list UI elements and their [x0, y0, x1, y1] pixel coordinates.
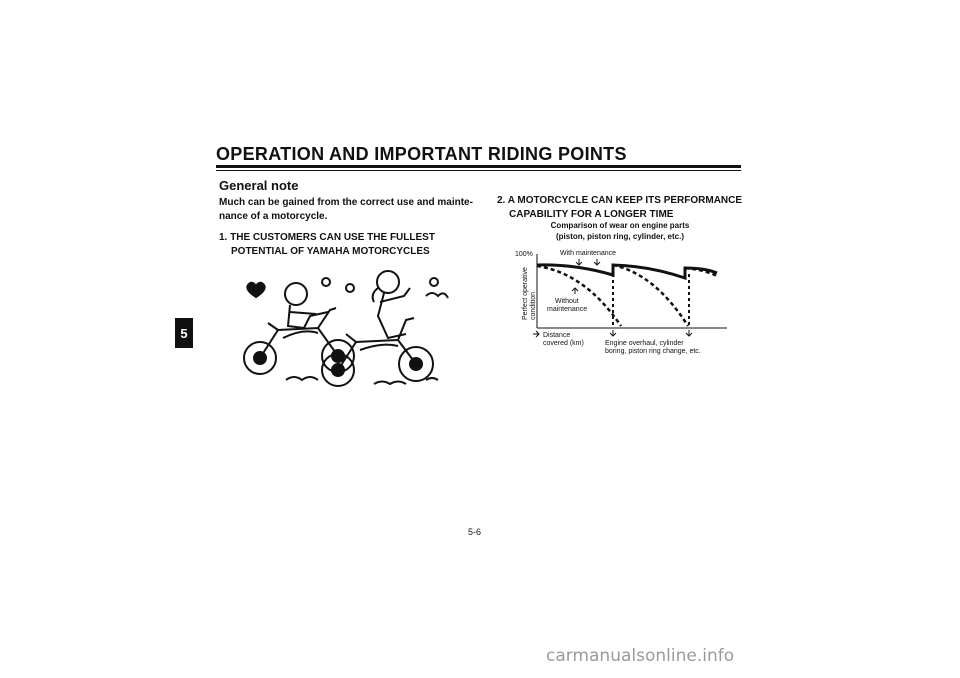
page-title: OPERATION AND IMPORTANT RIDING POINTS — [216, 144, 627, 164]
arrow-icon — [686, 330, 692, 336]
with-maintenance-label: With maintenance — [560, 250, 617, 257]
watermark: carmanualsonline.info — [546, 646, 735, 666]
overhaul-label-line-2: boring, piston ring change, etc. — [605, 348, 701, 355]
x-label-line-1: Distance — [543, 332, 571, 339]
rider-2-helmet — [377, 271, 399, 293]
arrow-icon — [594, 259, 600, 265]
intro-line-1: Much can be gained from the correct use and mainte- — [219, 197, 473, 208]
arrow-icon — [610, 330, 616, 336]
arrow-icon — [572, 288, 578, 294]
chart-title-line-2: (piston, piston ring, cylinder, etc.) — [555, 232, 685, 241]
page-number: 5-6 — [468, 527, 482, 537]
point-1 — [219, 231, 479, 259]
chapter-tab: 5 — [175, 318, 193, 348]
intro-paragraph — [219, 196, 479, 224]
title-rule-thin — [216, 170, 741, 171]
arrow-icon — [533, 331, 539, 337]
wear-comparison-chart — [505, 218, 735, 363]
heart-icon — [247, 283, 264, 297]
section-heading: General note — [219, 178, 299, 193]
point-1-line-1: 1. THE CUSTOMERS CAN USE THE FULLEST — [219, 232, 435, 243]
y-label-line-1: Perfect operative — [522, 267, 529, 320]
point-2-line-2: CAPABILITY FOR A LONGER TIME — [509, 209, 674, 220]
point-1-line-2: POTENTIAL OF YAMAHA MOTORCYCLES — [231, 246, 430, 257]
intro-line-2: nance of a motorcycle. — [219, 211, 328, 222]
without-maintenance-line-1: Without — [555, 298, 579, 305]
rider-1-helmet — [285, 283, 307, 305]
arrow-icon — [576, 259, 582, 265]
without-maintenance-line-2: maintenance — [547, 306, 588, 313]
y-tick-100: 100% — [515, 251, 533, 258]
title-rule — [216, 165, 741, 168]
riders-illustration — [238, 268, 453, 388]
chart-title-line-1: Comparison of wear on engine parts — [550, 221, 690, 230]
overhaul-label-line-1: Engine overhaul, cylinder — [605, 340, 684, 347]
x-label-line-2: covered (km) — [543, 340, 584, 347]
point-2-line-1: 2. A MOTORCYCLE CAN KEEP ITS PERFORMANCE — [497, 195, 743, 206]
y-label-line-2: condition — [530, 291, 537, 320]
